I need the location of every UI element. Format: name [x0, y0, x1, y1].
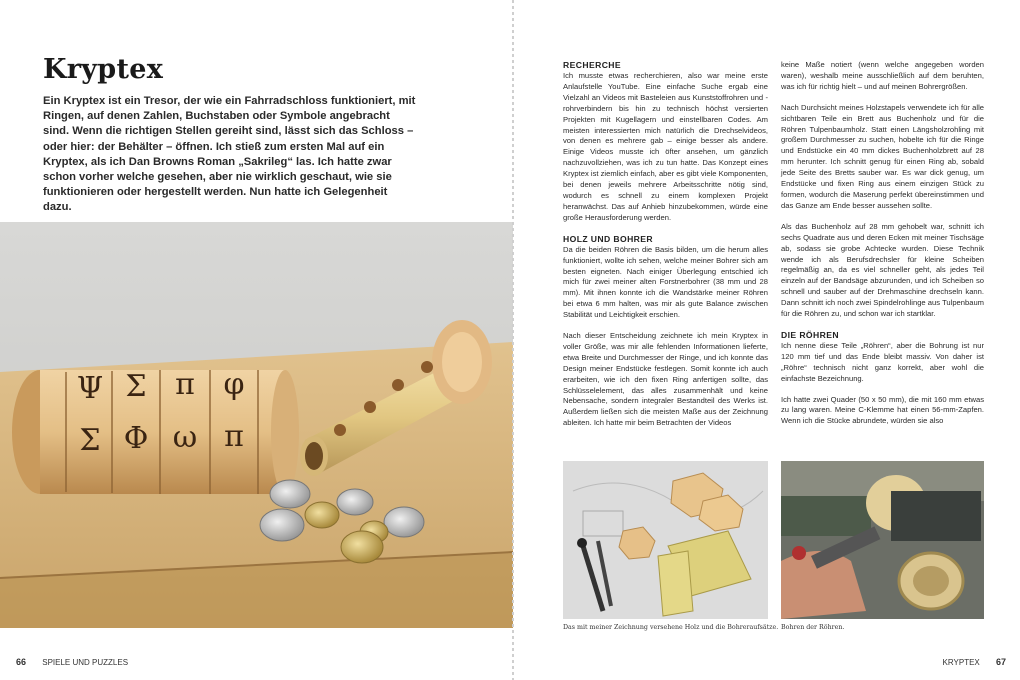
body-paragraph: Ich musste etwas recherchieren, also war meine erste Anlaufstelle YouTube. Eine einfache Suche ergab eine Vielzahl an Videos mit Basteleien aus Kunststoffrohren und -rohrverbindern bis hin zu technisch höchst versierten Projekten mit Kugellagern und einstellbaren Codes. Am meisten interessierten mich natürlich die Drechselvideos, von denen es mehrere gab – einige besser als andere. Einige Videos musste ich öfter ansehen, um gänzlich nachzuvollziehen, was ich zu tun hatte. Das Konzept eines Kryptex ist ziemlich einfach, aber es gibt viele Komponenten, bei denen jeweils mehrere Arbeitsschritte nötig sind, wodurch es schnell zu einem komplexen Projekt heranwächst. Das auf Anhieb hinzubekommen, würde eine große Herausforderung werden.: [563, 71, 768, 222]
ring-symbol: φ: [223, 367, 245, 402]
section-heading: RECHERCHE: [563, 60, 622, 70]
body-paragraph: Ich nenne diese Teile „Röhren“, aber die Bohrung ist nur 120 mm tief und das Ende bleibt massiv. Von daher ist „Röhre“ technisch nicht ganz korrekt, aber wohl die einfachste Bezeichnung.: [781, 340, 984, 383]
photo-caption: Das mit meiner Zeichnung versehene Holz und die Bohreraufsätze.: [563, 624, 779, 631]
ring-symbol: Σ: [79, 423, 101, 458]
photo-caption: Bohren der Röhren.: [781, 624, 845, 631]
section-label: KRYPTEX: [942, 658, 980, 667]
ring-symbol: Ψ: [76, 371, 104, 406]
body-paragraph: Als das Buchenholz auf 28 mm gehobelt war, schnitt ich sechs Quadrate aus und deren Ecken mit meiner Tischsäge ab, sodass sie grobe Achtecke wurden. Diese Technik wende ich als Berufsdrechsler für kleine Scheiben regelmäßig an, da es viel schneller geht, als jedes Teil einzeln auf der Bandsäge abzurunden, und ich Scheiben so schnell und sauber auf der Drehmaschine drechseln kann. Dann schnitt ich noch zwei Spindelrohlinge aus Tulpenbaum für die Röhren zu, und schon war ich startklar.: [781, 221, 984, 319]
wood-and-drills-photo: [563, 461, 768, 619]
ring-symbol: Φ: [123, 421, 149, 456]
article-title: Kryptex: [43, 54, 164, 85]
page-number: 66: [16, 657, 27, 667]
body-paragraph: keine Maße notiert (wenn welche angegeben worden waren), weshalb meine ausschließlich auf dem beruhten, was ich für richtig hielt – und auf meinen Bohrergrößen.: [781, 60, 984, 91]
footer-left: [16, 657, 128, 667]
kryptex-photo: [0, 222, 513, 628]
body-paragraph: Ich hatte zwei Quader (50 x 50 mm), die mit 160 mm etwas zu lang waren. Meine C-Klemme hat einen 56-mm-Zapfen. Wenn ich die Stücke abrundete, würden sie also: [781, 394, 984, 426]
page-number: 67: [995, 657, 1006, 667]
ring-symbol: Σ: [125, 369, 147, 404]
footer-right: [943, 657, 1006, 667]
lathe-drilling-photo: [781, 461, 984, 619]
section-heading: HOLZ UND BOHRER: [563, 233, 654, 244]
text-column-2: [781, 60, 984, 437]
intro-paragraph: Ein Kryptex ist ein Tresor, der wie ein Fahrradschloss funktioniert, mit Ringen, auf denen Zahlen, Buchstaben oder Symbole angebracht sind. Wenn die richtigen Stellen gereiht sind, lässt sich das Schloss – oder hier: der Behälter – öffnen. Ich stieß zum ersten Mal auf ein Kryptex, als ich Dan Browns Roman „Sakrileg“ las. Ich hatte zwar schon vorher welche gesehen, aber nie wirklich geschaut, wie sie funktionieren oder hergestellt werden. Nun hatte ich Gelegenheit dazu.: [43, 95, 416, 214]
body-paragraph: Nach dieser Entscheidung zeichnete ich mein Kryptex in voller Größe, was mir alle fehlenden Informationen lieferte, etwa Breite und Durchmesser der Ringe, und ich konnte das Design meiner Endstücke festlegen. Somit konnte ich auch erarbeiten, wie ich den fixen Ring anfertigen sollte, das Schlüsselelement, das alles zusammenhält und keine Nebensache, sondern integraler Bestandteil des Werks ist. Außerdem ließen sich die meisten Maße aus der Zeichnung ableiten. Ich hatte mir beim Betrachten der Videos: [563, 331, 768, 428]
ring-symbol: π: [175, 367, 195, 402]
section-heading: DIE RÖHREN: [781, 329, 839, 340]
body-paragraph: Da die beiden Röhren die Basis bilden, um die herum alles funktioniert, wollte ich sehen, welche meiner Bohrer sich am besten eigneten. Nach einiger Überlegung entschied ich mich für zwei meiner alten Forstnerbohrer (38 mm und 28 mm). Mit ihnen konnte ich die Wandstärke meiner Röhren bei etwa 6 mm halten, was mir als gute Balance zwischen Stabilität und Leichtigkeit erschien.: [563, 244, 768, 320]
text-column-1: [563, 60, 768, 439]
section-label: SPIELE UND PUZZLES: [42, 658, 129, 667]
body-paragraph: Nach Durchsicht meines Holzstapels verwendete ich für alle sichtbaren Teile ein Brett aus Buchenholz und für die Röhren Tulpenbaumholz. Statt einen Längsholzrohling mit großem Durchmesser zu suchen, hobelte ich für die Ringe und Endstücke ein 40 mm dickes Buchenholzbrett auf 28 mm herunter. Ich schnitt genug für einen Ring ab, sobald jede Seite des Bretts sauber war. Es war dick genug, um Endstücke und fixen Ring aus einem einzigen Stück zu formen, wodurch die Maserung perfekt übereinstimmen und das Ganze am Ende besser aussehen sollte.: [781, 102, 984, 210]
ring-symbol: ω: [172, 420, 198, 455]
ring-symbol: π: [224, 419, 244, 454]
